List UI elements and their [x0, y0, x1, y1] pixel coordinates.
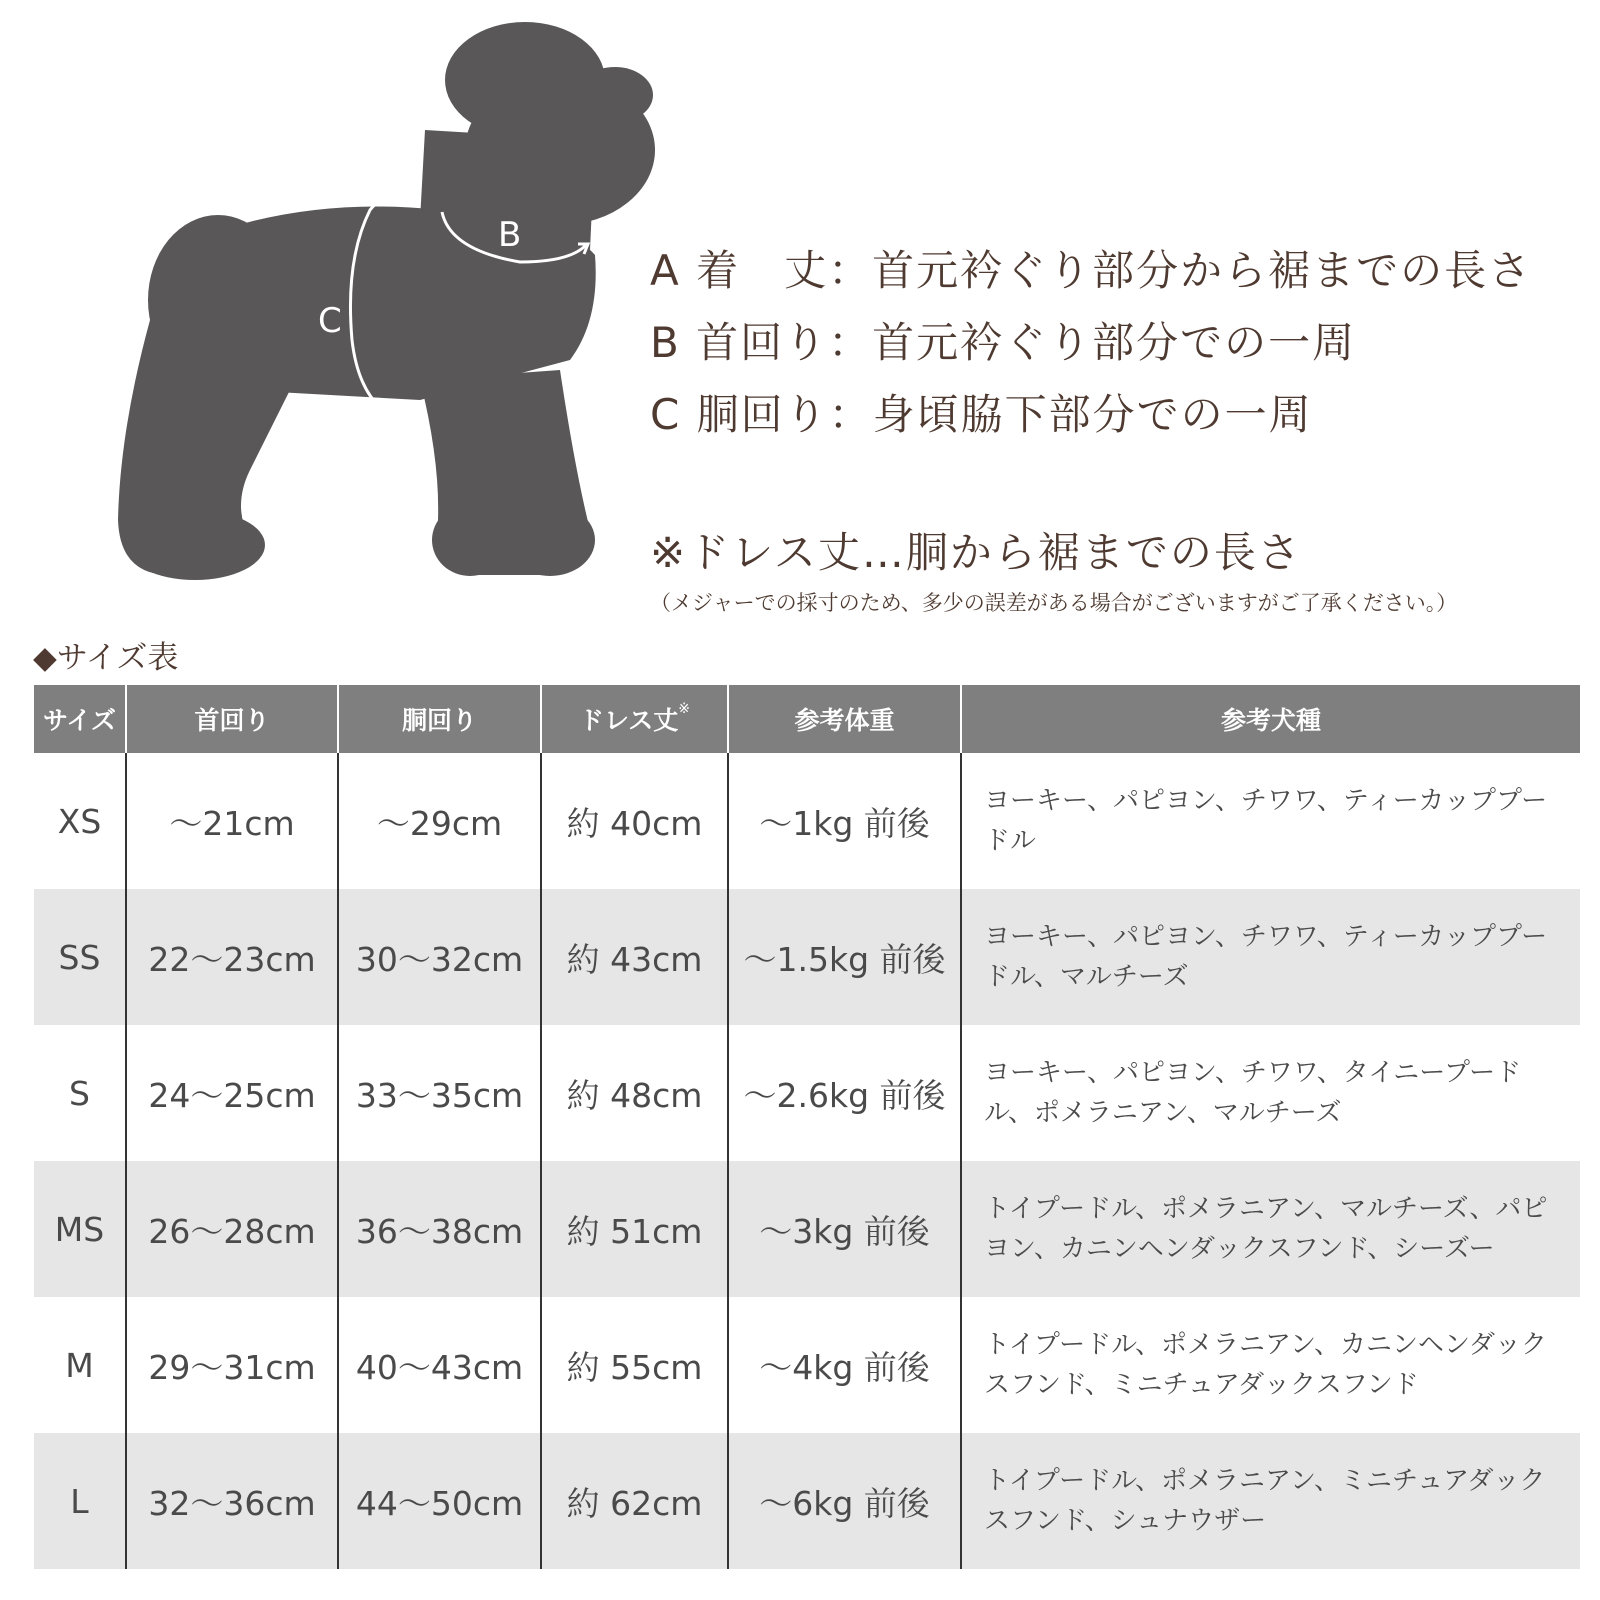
table-row	[34, 1161, 1580, 1297]
cell-chest: 40～43cm	[338, 1297, 541, 1433]
cell-weight: ～3kg 前後	[728, 1161, 961, 1297]
cell-breeds: ヨーキー、パピヨン、チワワ、ティーカッププードル	[961, 753, 1580, 889]
size-chart-title: ◆サイズ表	[33, 640, 179, 676]
header-neck: 首回り	[126, 685, 338, 753]
cell-neck: 24～25cm	[126, 1025, 338, 1161]
header-dress	[541, 685, 728, 753]
cell-breeds: トイプードル、ポメラニアン、マルチーズ、パピヨン、カニンヘンダックスフンド、シーズー	[961, 1161, 1580, 1297]
cell-dress: 約 51cm	[541, 1161, 728, 1297]
header-size: サイズ	[34, 685, 126, 753]
cell-breeds: ヨーキー、パピヨン、チワワ、ティーカッププードル、マルチーズ	[961, 889, 1580, 1025]
label-b: B	[498, 215, 522, 255]
table-row	[34, 1297, 1580, 1433]
table-header-row	[34, 685, 1580, 753]
dog-measurement-diagram	[100, 20, 680, 600]
header-weight: 参考体重	[728, 685, 961, 753]
legend-c: C 胴回り：身頃脇下部分での一周	[650, 390, 1313, 439]
cell-neck: 32～36cm	[126, 1433, 338, 1569]
cell-dress: 約 62cm	[541, 1433, 728, 1569]
cell-weight: ～1.5kg 前後	[728, 889, 961, 1025]
cell-size: S	[69, 1073, 90, 1113]
cell-size: SS	[34, 889, 126, 1025]
cell-weight: ～1kg 前後	[728, 753, 961, 889]
measurement-a-arrow	[180, 179, 416, 200]
table-row	[34, 1433, 1580, 1569]
cell-chest: 36～38cm	[338, 1161, 541, 1297]
header-chest: 胴回り	[338, 685, 541, 753]
cell-dress: 約 55cm	[541, 1297, 728, 1433]
cell-dress: 約 43cm	[541, 889, 728, 1025]
dog-silhouette	[118, 22, 655, 580]
header-breeds: 参考犬種	[961, 685, 1580, 753]
cell-weight: ～2.6kg 前後	[728, 1025, 961, 1161]
cell-chest: 33～35cm	[338, 1025, 541, 1161]
size-chart-table	[34, 685, 1580, 1569]
cell-size: L	[34, 1433, 126, 1569]
header-dress-label: ドレス丈	[579, 706, 679, 735]
cell-breeds: トイプードル、ポメラニアン、ミニチュアダックスフンド、シュナウザー	[961, 1433, 1580, 1569]
cell-size: MS	[34, 1161, 126, 1297]
label-a: A	[303, 141, 328, 182]
cell-breeds: ヨーキー、パピヨン、チワワ、タイニープードル、ポメラニアン、マルチーズ	[961, 1025, 1580, 1161]
table-row	[34, 753, 1580, 889]
cell-neck: 22～23cm	[126, 889, 338, 1025]
cell-neck: ～21cm	[126, 753, 338, 889]
legend-a: A 着 丈：首元衿ぐり部分から裾までの長さ	[650, 246, 1533, 295]
legend-b: B 首回り：首元衿ぐり部分での一周	[650, 318, 1357, 367]
dress-length-note: ※ドレス丈…胴から裾までの長さ	[650, 528, 1302, 577]
cell-weight: ～6kg 前後	[728, 1433, 961, 1569]
cell-weight: ～4kg 前後	[728, 1297, 961, 1433]
cell-neck: 26～28cm	[126, 1161, 338, 1297]
cell-size: XS	[57, 801, 102, 841]
table-row	[34, 889, 1580, 1025]
cell-chest: ～29cm	[338, 753, 541, 889]
cell-dress: 約 48cm	[541, 1025, 728, 1161]
cell-breeds: トイプードル、ポメラニアン、カニンヘンダックスフンド、ミニチュアダックスフンド	[961, 1297, 1580, 1433]
header-dress-mark: ※	[678, 701, 690, 717]
cell-size: M	[65, 1345, 94, 1385]
label-c: C	[318, 301, 342, 341]
measurement-disclaimer: （メジャーでの採寸のため、多少の誤差がある場合がございますがご了承ください。）	[650, 591, 1458, 615]
cell-chest: 44～50cm	[338, 1433, 541, 1569]
cell-neck: 29～31cm	[126, 1297, 338, 1433]
cell-dress: 約 40cm	[541, 753, 728, 889]
table-row	[34, 1025, 1580, 1161]
cell-chest: 30～32cm	[338, 889, 541, 1025]
